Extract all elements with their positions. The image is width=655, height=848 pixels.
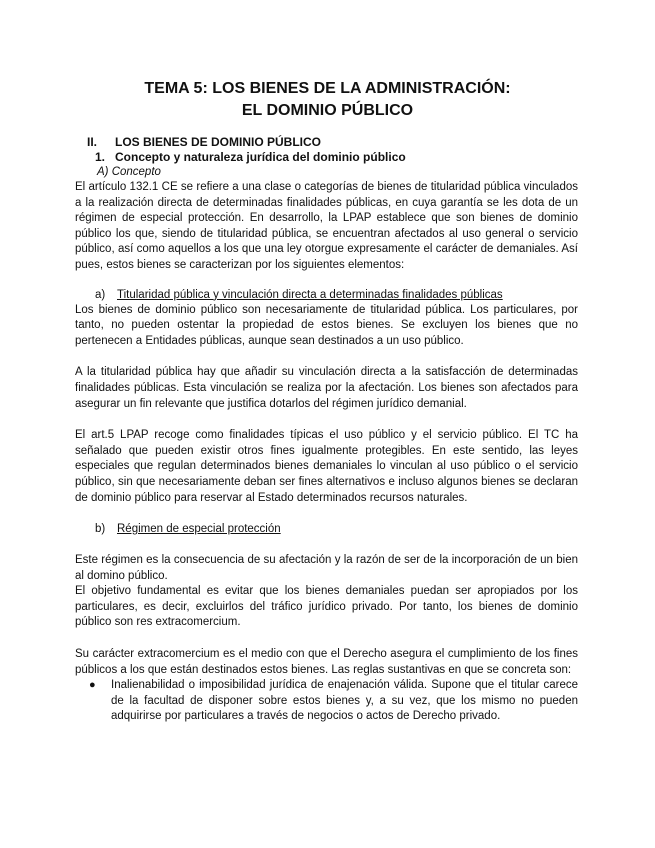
document-body — [75, 135, 578, 725]
subheading-a-text: Titularidad pública y vinculación directa a determinadas finalidades públicas — [117, 288, 503, 301]
subsubsection-heading: A) Concepto — [97, 166, 161, 178]
paragraph-a3: El art.5 LPAP recoge como finalidades típicas el uso público y el servicio público. El TC ha señalado que pueden existir otros fines igualmente protegibles. En este sentido, las leyes especiales que regulan determinados bienes demaniales lo vinculan al uso público o el servicio público, sin que necesariamente deban ser fines alternativos e incluso algunos bienes se declaran de dominio público para reservar al Estado determinados recursos naturales. — [75, 429, 578, 504]
subsection-number: 1. — [95, 150, 106, 164]
subheading-a-letter: a) — [95, 288, 106, 301]
title-line-2: EL DOMINIO PÚBLICO — [241, 102, 414, 119]
bullet-icon: ● — [89, 679, 96, 692]
list-item-text: Inalienabilidad o imposibilidad jurídica de enajenación válida. Supone que el titular carece de la facultad de disponer sobre estos bienes y, a su vez, que los mismo no pueden adquirirse por particulares a través de negocios o actos de Derecho privado. — [111, 679, 578, 723]
paragraph-a2: A la titularidad pública hay que añadir su vinculación directa a la satisfacción de determinadas finalidades públicas. Esta vinculación se realiza por la afectación. Los bienes son afectados para asegurar un fin relevante que justifica dotarlos del régimen jurídico demanial. — [75, 366, 578, 410]
page-title — [0, 78, 655, 122]
list-item — [75, 678, 578, 725]
section-heading — [87, 135, 578, 150]
paragraph-b2: El objetivo fundamental es evitar que los bienes demaniales puedan ser apropiados por los particulares, es decir, excluirlos del tráfico jurídico privado. Por tanto, los bienes de dominio público son res extracomercium. — [75, 585, 578, 629]
paragraph-b3: Su carácter extracomercium es el medio con que el Derecho asegura el cumplimiento de los fines públicos a los que están destinados estos bienes. Las reglas sustantivas en que se concreta son: — [75, 648, 578, 676]
paragraph-a1: Los bienes de dominio público son necesariamente de titularidad pública. Los particulares, por tanto, no pueden ostentar la propiedad de estos bienes. Se excluyen los bienes que no pertenecen a Entidades públicas, aunque sean destinados a un uso público. — [75, 303, 578, 347]
subsection-text: Concepto y naturaleza jurídica del dominio público — [115, 150, 406, 164]
subheading-b-letter: b) — [95, 523, 106, 536]
paragraph-b1: Este régimen es la consecuencia de su afectación y la razón de ser de la incorporación de un bien al domino público. — [75, 554, 578, 582]
subheading-b-text: Régimen de especial protección — [117, 523, 281, 536]
subsection-heading — [95, 150, 578, 165]
section-text: LOS BIENES DE DOMINIO PÚBLICO — [115, 135, 322, 149]
section-number: II. — [87, 135, 98, 149]
paragraph-intro: El artículo 132.1 CE se refiere a una clase o categorías de bienes de titularidad pública vinculados a la realización directa de determinadas finalidades públicas, en cuya garantía se les dota de un régimen de especial protección. En desarrollo, la LPAP establece que son bienes de dominio público los que, siendo de titularidad pública, se encuentran afectados al uso general o servicio público, así como aquellos a los que una ley otorgue expresamente el carácter de demaniales. Así pues, estos bienes se caracterizan por los siguientes elementos: — [75, 181, 578, 271]
subheading-a — [95, 288, 578, 303]
subheading-b — [95, 522, 578, 537]
title-line-1: TEMA 5: LOS BIENES DE LA ADMINISTRACIÓN: — [144, 80, 511, 97]
